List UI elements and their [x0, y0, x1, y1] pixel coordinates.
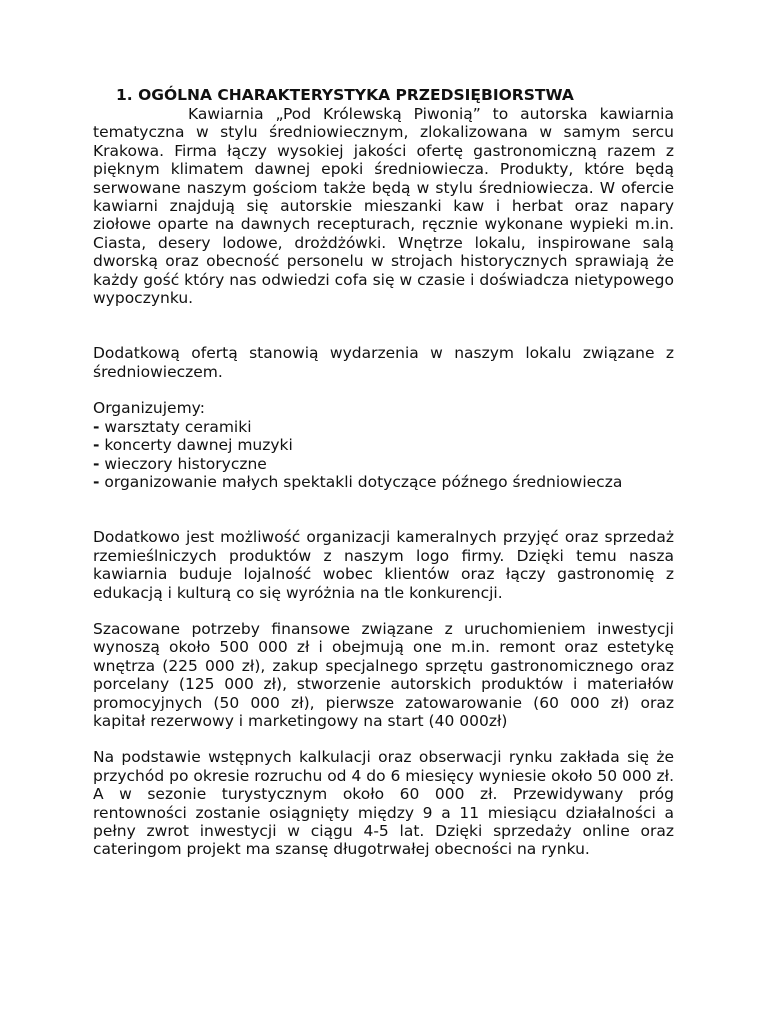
- intro-paragraph: Kawiarnia „Pod Królewską Piwonią” to autorska kawiarnia tematyczna w stylu średniowiecznym, zlokalizowana w samym sercu Krakowa. Firma łączy wysokiej jakości ofertę gastronomiczną razem z pięknym klimatem dawnej epoki średniowiecza. Produkty, które będą serwowane naszym gościom także będą w stylu średniowiecza. W ofercie kawiarni znajdują się autorskie mieszanki kaw i herbat oraz napary ziołowe oparte na dawnych recepturach, ręcznie wykonane wypieki m.in. Ciasta, desery lodowe, drożdżówki. Wnętrze lokalu, inspirowane salą dworską oraz obecność personelu w strojach historycznych sprawiają że każdy gość który nas odwiedzi cofa się w czasie i doświadcza nietypowego wypoczynku.: [93, 105, 674, 308]
- section-heading: 1. OGÓLNA CHARAKTERYSTYKA PRZEDSIĘBIORSTWA: [116, 86, 574, 104]
- list-dash: -: [93, 454, 100, 473]
- spacer: [93, 602, 674, 620]
- organize-list: [93, 418, 674, 492]
- list-item-text: koncerty dawnej muzyki: [104, 436, 293, 455]
- list-dash: -: [93, 417, 100, 436]
- financial-paragraph: Szacowane potrzeby finansowe związane z uruchomieniem inwestycji wynoszą około 500 000 zł i obejmują one m.in. remont oraz estetykę wnętrza (225 000 zł), zakup specjalnego sprzętu gastronomicznego oraz porcelany (125 000 zł), stworzenie autorskich produktów i materiałów promocyjnych (50 000 zł), pierwsze zatowarowanie (60 000 zł) oraz kapitał rezerwowy i marketingowy na start (40 000zł): [93, 619, 674, 730]
- list-item: [93, 436, 674, 454]
- list-item-text: organizowanie małych spektakli dotyczące późnego średniowiecza: [104, 472, 623, 491]
- list-item: [93, 418, 674, 436]
- spacer: [93, 730, 674, 748]
- document-page: [93, 86, 674, 859]
- list-item: [93, 455, 674, 473]
- spacer: [93, 381, 674, 399]
- spacer: [93, 307, 674, 344]
- list-item-text: wieczory historyczne: [104, 454, 267, 473]
- forecast-paragraph: Na podstawie wstępnych kalkulacji oraz obserwacji rynku zakłada się że przychód po okresie rozruchu od 4 do 6 miesięcy wyniesie około 50 000 zł. A w sezonie turystycznym około 60 000 zł. Przewidywany próg rentowności zostanie osiągnięty między 9 a 11 miesiącu działalności a pełny zwrot inwestycji w ciągu 4-5 lat. Dzięki sprzedaży online oraz cateringom projekt ma szansę długotrwałej obecności na rynku.: [93, 748, 674, 859]
- list-dash: -: [93, 436, 100, 455]
- organize-title: Organizujemy:: [93, 399, 205, 418]
- list-item-text: warsztaty ceramiki: [104, 417, 252, 436]
- list-item: [93, 473, 674, 491]
- spacer: [93, 491, 674, 528]
- events-paragraph: Dodatkową ofertą stanowią wydarzenia w naszym lokalu związane z średniowieczem.: [93, 344, 674, 381]
- list-dash: -: [93, 472, 100, 491]
- additional-paragraph: Dodatkowo jest możliwość organizacji kameralnych przyjęć oraz sprzedaż rzemieślniczych produktów z naszym logo firmy. Dzięki temu nasza kawiarnia buduje lojalność wobec klientów oraz łączy gastronomię z edukacją i kulturą co się wyróżnia na tle konkurencji.: [93, 528, 674, 602]
